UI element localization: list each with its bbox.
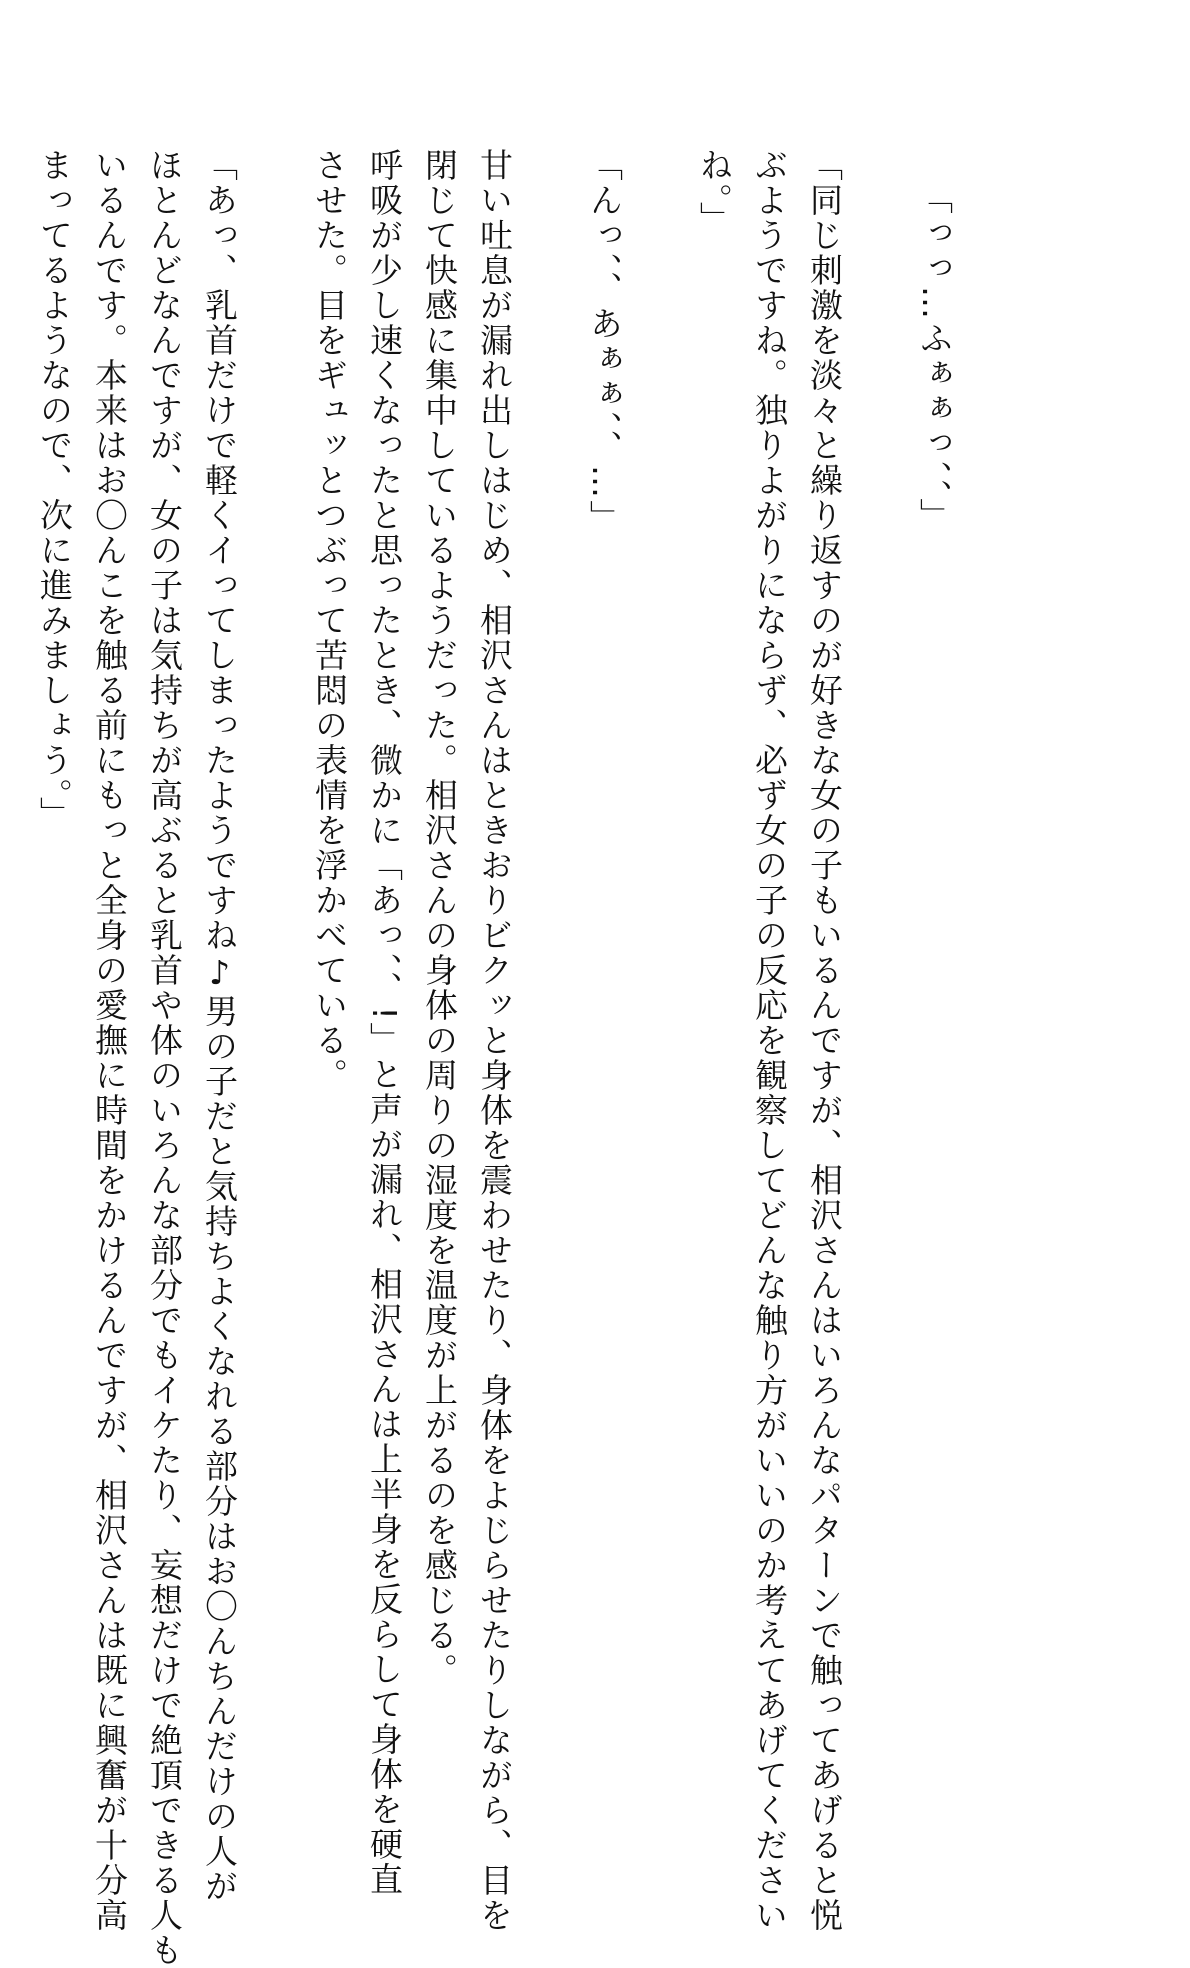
dialogue-line: いるんです。本来はお〇んこを触る前にもっと全身の愛撫に時間をかけるんですが、相沢さんは既に興奮が十分高 [90,148,129,1933]
vertical-text-body [0,148,962,1968]
dialogue-line: ぶようですね。独りよがりにならず、必ず女の子の反応を観察してどんな触り方がいいのか考えてあげてください [750,148,789,1933]
paragraph-spacer [522,148,577,1588]
narration-line: 呼吸が少し速くなったと思ったとき、微かに「あっ、、!」と声が漏れ、相沢さんは上半身を反らして身体を硬直 [365,148,404,1897]
paragraph-spacer [247,148,302,1588]
paragraph-spacer [852,148,907,1588]
dialogue-line: 「っっ…ふぁぁっ、、」 [915,181,954,533]
dialogue-line: ほとんどなんですが、女の子は気持ちが高ぶると乳首や体のいろんな部分でもイケたり、妄想だけで絶頂できる人も [145,148,184,1968]
dialogue-line: まってるようなので、次に進みましょう。」 [35,148,74,832]
paragraph-spacer [632,148,687,1588]
dialogue-line: ね。」 [695,148,734,237]
paragraph-spacer [0,148,27,1588]
narration-line: 閉じて快感に集中しているようだった。相沢さんの身体の周りの湿度を温度が上がるのを感じる。 [420,148,459,1688]
narration-line: させた。目をギュッとつぶって苦悶の表情を浮かべている。 [310,148,349,1093]
dialogue-line: 「んっ、、あぁぁ、、…」 [585,148,624,535]
narration-line: 甘い吐息が漏れ出しはじめ、相沢さんはときおりビクッと身体を震わせたり、身体をよじらせたりしながら、目を [475,148,514,1933]
dialogue-line: 「あっ、乳首だけで軽くイってしまったようですね♪男の子だと気持ちよくなれる部分はお〇んちんだけの人が [200,148,239,1904]
dialogue-line: 「同じ刺激を淡々と繰り返すのが好きな女の子もいるんですが、相沢さんはいろんなパターンで触ってあげると悦 [805,148,844,1933]
